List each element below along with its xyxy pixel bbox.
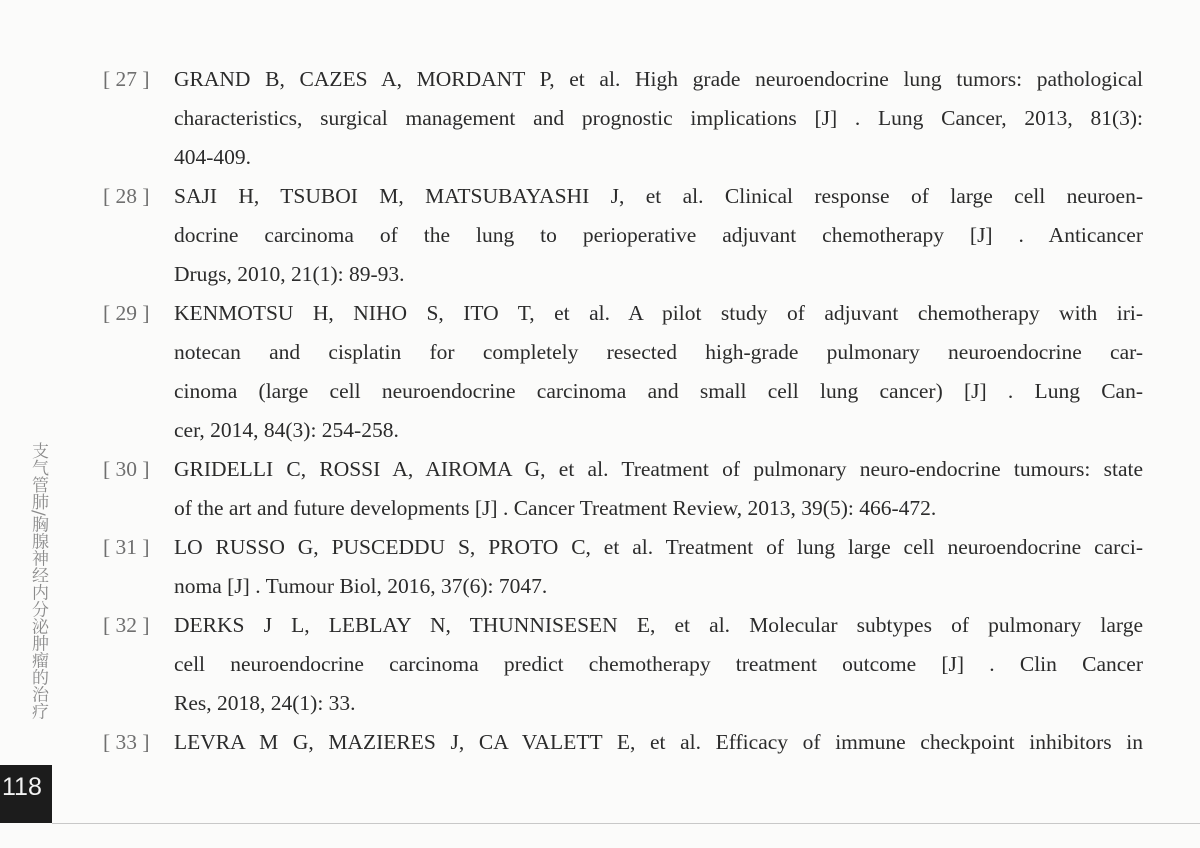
footer-divider (52, 823, 1200, 824)
reference-29 (103, 294, 1143, 450)
reference-text (174, 450, 1143, 528)
reference-line: DERKS J L, LEBLAY N, THUNNISESEN E, et al. Molecular subtypes of pulmonary large (174, 613, 1143, 637)
reference-27 (103, 60, 1143, 177)
reference-text (174, 60, 1143, 177)
reference-text (174, 528, 1143, 606)
page-number-tab (0, 765, 52, 823)
reference-31 (103, 528, 1143, 606)
reference-number: [ 32 ] (103, 613, 150, 637)
reference-line: LO RUSSO G, PUSCEDDU S, PROTO C, et al. Treatment of lung large cell neuroendocrine carci- (174, 535, 1143, 559)
reference-28 (103, 177, 1143, 294)
reference-line: docrine carcinoma of the lung to perioperative adjuvant chemotherapy [J] . Anticancer (174, 223, 1143, 247)
reference-line: Res, 2018, 24(1): 33. (174, 691, 356, 715)
reference-text (174, 294, 1143, 450)
reference-line: LEVRA M G, MAZIERES J, CA VALETT E, et al. Efficacy of immune checkpoint inhibitors in (174, 730, 1143, 754)
reference-text (174, 177, 1143, 294)
reference-line: notecan and cisplatin for completely resected high-grade pulmonary neuroendocrine car- (174, 340, 1143, 364)
reference-text (174, 723, 1143, 762)
reference-list (103, 60, 1143, 762)
reference-line: noma [J] . Tumour Biol, 2016, 37(6): 7047. (174, 574, 548, 598)
reference-line: GRIDELLI C, ROSSI A, AIROMA G, et al. Treatment of pulmonary neuro-endocrine tumours: state (174, 457, 1143, 481)
reference-number: [ 30 ] (103, 457, 150, 481)
reference-line: SAJI H, TSUBOI M, MATSUBAYASHI J, et al. Clinical response of large cell neuroen- (174, 184, 1143, 208)
reference-line: Drugs, 2010, 21(1): 89-93. (174, 262, 405, 286)
reference-number: [ 31 ] (103, 535, 150, 559)
reference-line: 404-409. (174, 145, 252, 169)
page-number: 118 (2, 773, 42, 801)
reference-32 (103, 606, 1143, 723)
reference-text (174, 606, 1143, 723)
reference-number: [ 29 ] (103, 301, 150, 325)
reference-line: characteristics, surgical management and prognostic implications [J] . Lung Cancer, 2013, 81(3): (174, 106, 1143, 130)
reference-line: KENMOTSU H, NIHO S, ITO T, et al. A pilot study of adjuvant chemotherapy with iri- (174, 301, 1143, 325)
reference-line: cinoma (large cell neuroendocrine carcinoma and small cell lung cancer) [J] . Lung Can- (174, 379, 1143, 403)
reference-line: cell neuroendocrine carcinoma predict chemotherapy treatment outcome [J] . Clin Cancer (174, 652, 1143, 676)
reference-number: [ 33 ] (103, 730, 150, 754)
reference-number: [ 28 ] (103, 184, 150, 208)
chapter-side-title: 支气管肺/胸腺神经内分泌肿瘤的治疗 (28, 442, 48, 720)
reference-30 (103, 450, 1143, 528)
reference-line: GRAND B, CAZES A, MORDANT P, et al. High grade neuroendocrine lung tumors: pathological (174, 67, 1143, 91)
reference-line: of the art and future developments [J] . Cancer Treatment Review, 2013, 39(5): 466-472. (174, 496, 937, 520)
reference-33 (103, 723, 1143, 762)
reference-line: cer, 2014, 84(3): 254-258. (174, 418, 399, 442)
reference-number: [ 27 ] (103, 67, 150, 91)
